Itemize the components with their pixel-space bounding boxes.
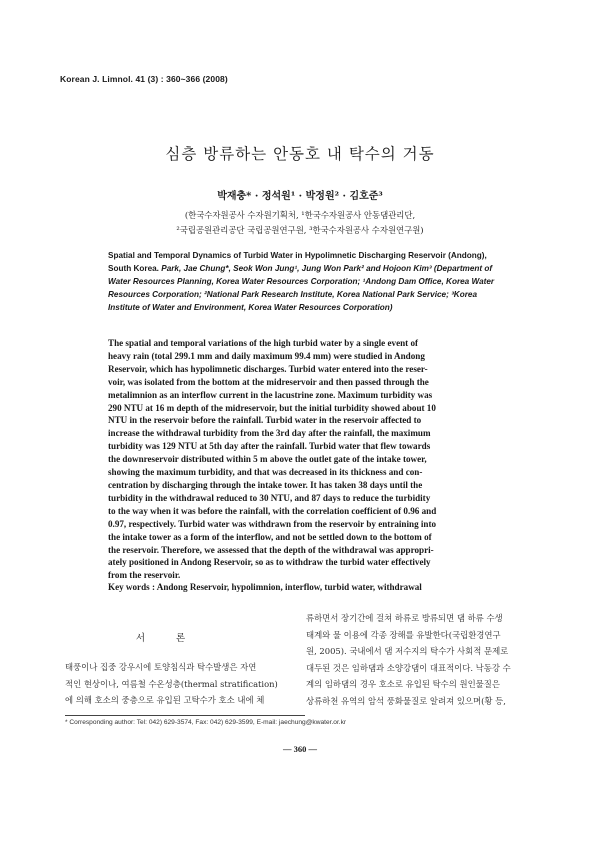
english-heading — [108, 250, 506, 315]
english-affiliations: (Department of Water Resources Planning, Korea Water Resources Corporation; ¹Andong Dam Office, Korea Water Resources Corporation; ²National Park Research Institute, Korea National Park Service; ³Korea Institute of Water and Environment, Korea Water Resources Corporation) — [108, 263, 495, 312]
journal-header: Korean J. Limnol. 41 (3) : 360~366 (2008) — [60, 74, 228, 84]
abstract-line: to the way when it was before the rainfall, with the correlation coefficient of 0.96 and — [108, 505, 437, 516]
body-line: 계의 임하댐의 경우 호소로 유입된 탁수의 원인물질은 — [306, 679, 500, 689]
abstract — [108, 337, 508, 582]
abstract-line: NTU in the reservoir before the rainfall. Turbid water in the reservoir affected to — [108, 415, 422, 426]
abstract-line: turbidity in the withdrawal reduced to 30 NTU, and 87 days to reduce the turbidity — [108, 492, 431, 503]
abstract-line: turbidity was 129 NTU at 5th day after the rainfall. Turbid water that flew towards — [108, 441, 431, 452]
body-line: 원, 2005). 국내에서 댐 저수지의 탁수가 사회적 문제로 — [306, 646, 509, 656]
abstract-line: the intake tower as a form of the interflow, and not be settled down to the bottom of — [108, 531, 432, 542]
body-line: 에 의해 호소의 중층으로 유입된 고탁수가 호소 내에 체 — [65, 695, 265, 705]
abstract-line: 0.97, respectively. Turbid water was withdrawn from the reservoir by entraining into — [108, 518, 437, 529]
abstract-line: The spatial and temporal variations of the high turbid water by a single event of — [108, 338, 419, 348]
right-column — [306, 610, 546, 709]
authors-line: 박재충* · 정석원¹ · 박정원² · 김호준³ — [217, 191, 383, 202]
abstract-line: heavy rain (total 299.1 mm and daily maximum 99.4 mm) were studied in Andong — [108, 350, 425, 361]
footnote: * Corresponding author: Tel: 042) 629-3574, Fax: 042) 629-3599, E-mail: jaechung@kwater.or.kr — [65, 719, 347, 726]
body-line: 태풍이나 집중 강우시에 토양침식과 탁수발생은 자연 — [65, 662, 257, 672]
left-column — [65, 659, 305, 709]
abstract-line: centration by discharging through the intake tower. It has taken 38 days until the — [108, 479, 423, 490]
body-line: 적인 현상이나, 여름철 수온성층(thermal stratification) — [65, 678, 278, 689]
body-line: 태계와 물 이용에 각종 장해를 유발한다(국립환경연구 — [306, 629, 501, 640]
abstract-line: 290 NTU at 16 m depth of the midreservoir, but the initial turbidity showed about 10 — [108, 402, 436, 413]
body-line: 상류하천 유역의 암석 풍화물질로 알려져 있으며(황 등, — [306, 695, 506, 706]
abstract-line: from the reservoir. — [108, 570, 181, 581]
footnote-divider — [65, 715, 305, 716]
abstract-line: showing the maximum turbidity, and that was decreased in its thickness and con- — [108, 467, 423, 478]
abstract-line: metalimnion as an interflow current in the lacustrine zone. Maximum turbidity was — [108, 389, 433, 400]
abstract-line: voir, was isolated from the bottom at the midreservoir and then passed through the — [108, 376, 429, 387]
section-heading-introduction: 서 론 — [135, 633, 200, 644]
body-line: 류하면서 장기간에 걸쳐 하류로 방류되면 댐 하류 수생 — [306, 613, 503, 623]
abstract-line: the reservoir. Therefore, we assessed that the depth of the withdrawal was appropri- — [108, 544, 434, 555]
keywords: Key words : Andong Reservoir, hypolimnion, interflow, turbid water, withdrawal — [108, 582, 422, 592]
page-title: 심층 방류하는 안동호 내 탁수의 거동 — [165, 145, 435, 163]
affiliation-line-1: (한국수자원공사 수자원기획처, ¹한국수자원공사 안동댐관리단, — [184, 210, 416, 220]
page-number: — 360 — — [283, 744, 317, 754]
abstract-line: increase the withdrawal turbidity from the 3rd day after the rainfall, the maximum — [108, 428, 431, 439]
body-line: 대두된 것은 임하댐과 소양강댐이 대표적이다. 낙동강 수 — [306, 662, 511, 673]
english-title: Spatial and Temporal Dynamics of Turbid Water in Hypolimnetic Discharging Reservoir (Andong), South Korea. — [108, 251, 487, 273]
abstract-line: Reservoir, which has hypolimnetic discharges. Turbid water entered into the reser- — [108, 363, 428, 374]
abstract-line: the downreservoir distributed within 5 m above the outlet gate of the intake tower, — [108, 454, 427, 465]
abstract-line: ately positioned in Andong Reservoir, so as to withdraw the turbid water effectively — [108, 557, 431, 568]
english-authors: Park, Jae Chung*, Seok Won Jung¹, Jung Won Park² and Hojoon Kim³ — [161, 263, 432, 273]
affiliation-line-2: ²국립공원관리공단 국립공원연구원, ³한국수자원공사 수자원연구원) — [176, 225, 424, 235]
